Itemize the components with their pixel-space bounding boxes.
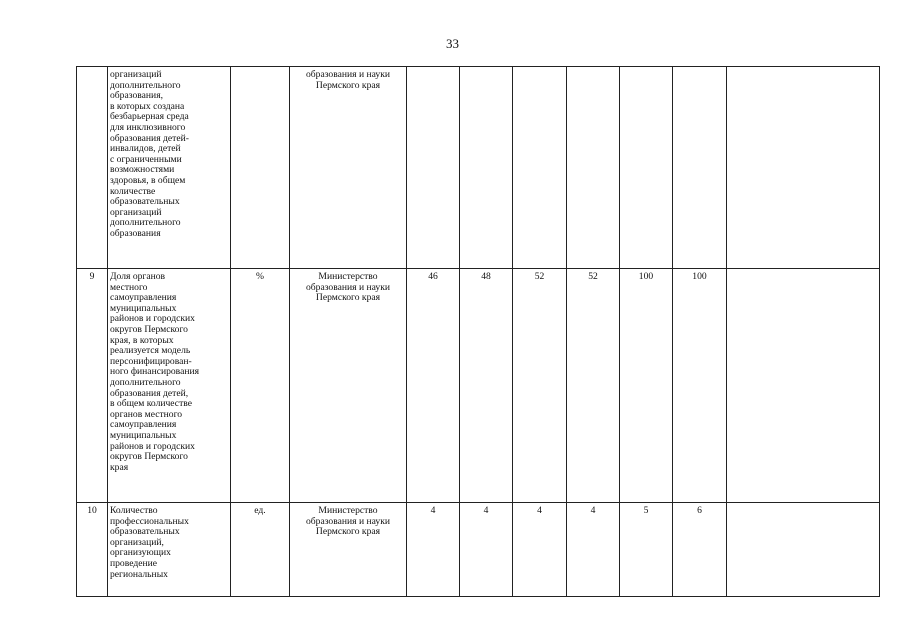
row-number-cell: 10 (77, 503, 108, 597)
value-cell (567, 67, 620, 269)
value-cell: 46 (407, 269, 460, 503)
note-cell (727, 269, 880, 503)
value-cell (460, 67, 513, 269)
value-cell: 4 (513, 503, 567, 597)
page-number: 33 (446, 36, 459, 51)
value-cell: 48 (460, 269, 513, 503)
note-cell (727, 503, 880, 597)
value-cell: 100 (620, 269, 673, 503)
unit-cell (231, 67, 290, 269)
indicator-name-cell: Доля органов местного самоуправления муниципальных районов и городских округов Пермского края, в которых реализуется модель персонифицирован- ного финансирования дополнительного образования детей, в общем количестве органов местного самоуправления муниципальных районов и городских округов Пермского края (108, 269, 231, 503)
responsible-cell: Министерство образования и науки Пермского края (290, 503, 407, 597)
value-cell: 6 (673, 503, 727, 597)
table-row (77, 67, 880, 269)
indicator-name-cell: организаций дополнительного образования, в которых создана безбарьерная среда для инклюзивного образования детей- инвалидов, детей с ограниченными возможностями здоровья, в общем количестве образовательных организаций дополнительного образования (108, 67, 231, 269)
unit-cell: % (231, 269, 290, 503)
responsible-cell: образования и науки Пермского края (290, 67, 407, 269)
indicator-table (76, 66, 880, 597)
value-cell: 4 (407, 503, 460, 597)
value-cell (620, 67, 673, 269)
value-cell (673, 67, 727, 269)
table-row (77, 269, 880, 503)
table-row (77, 503, 880, 597)
responsible-cell: Министерство образования и науки Пермского края (290, 269, 407, 503)
value-cell (513, 67, 567, 269)
value-cell: 52 (567, 269, 620, 503)
value-cell: 4 (460, 503, 513, 597)
indicator-name-cell: Количество профессиональных образовательных организаций, организующих проведение региональных (108, 503, 231, 597)
value-cell: 52 (513, 269, 567, 503)
value-cell (407, 67, 460, 269)
note-cell (727, 67, 880, 269)
row-number-cell: 9 (77, 269, 108, 503)
value-cell: 4 (567, 503, 620, 597)
value-cell: 100 (673, 269, 727, 503)
row-number-cell (77, 67, 108, 269)
value-cell: 5 (620, 503, 673, 597)
unit-cell: ед. (231, 503, 290, 597)
